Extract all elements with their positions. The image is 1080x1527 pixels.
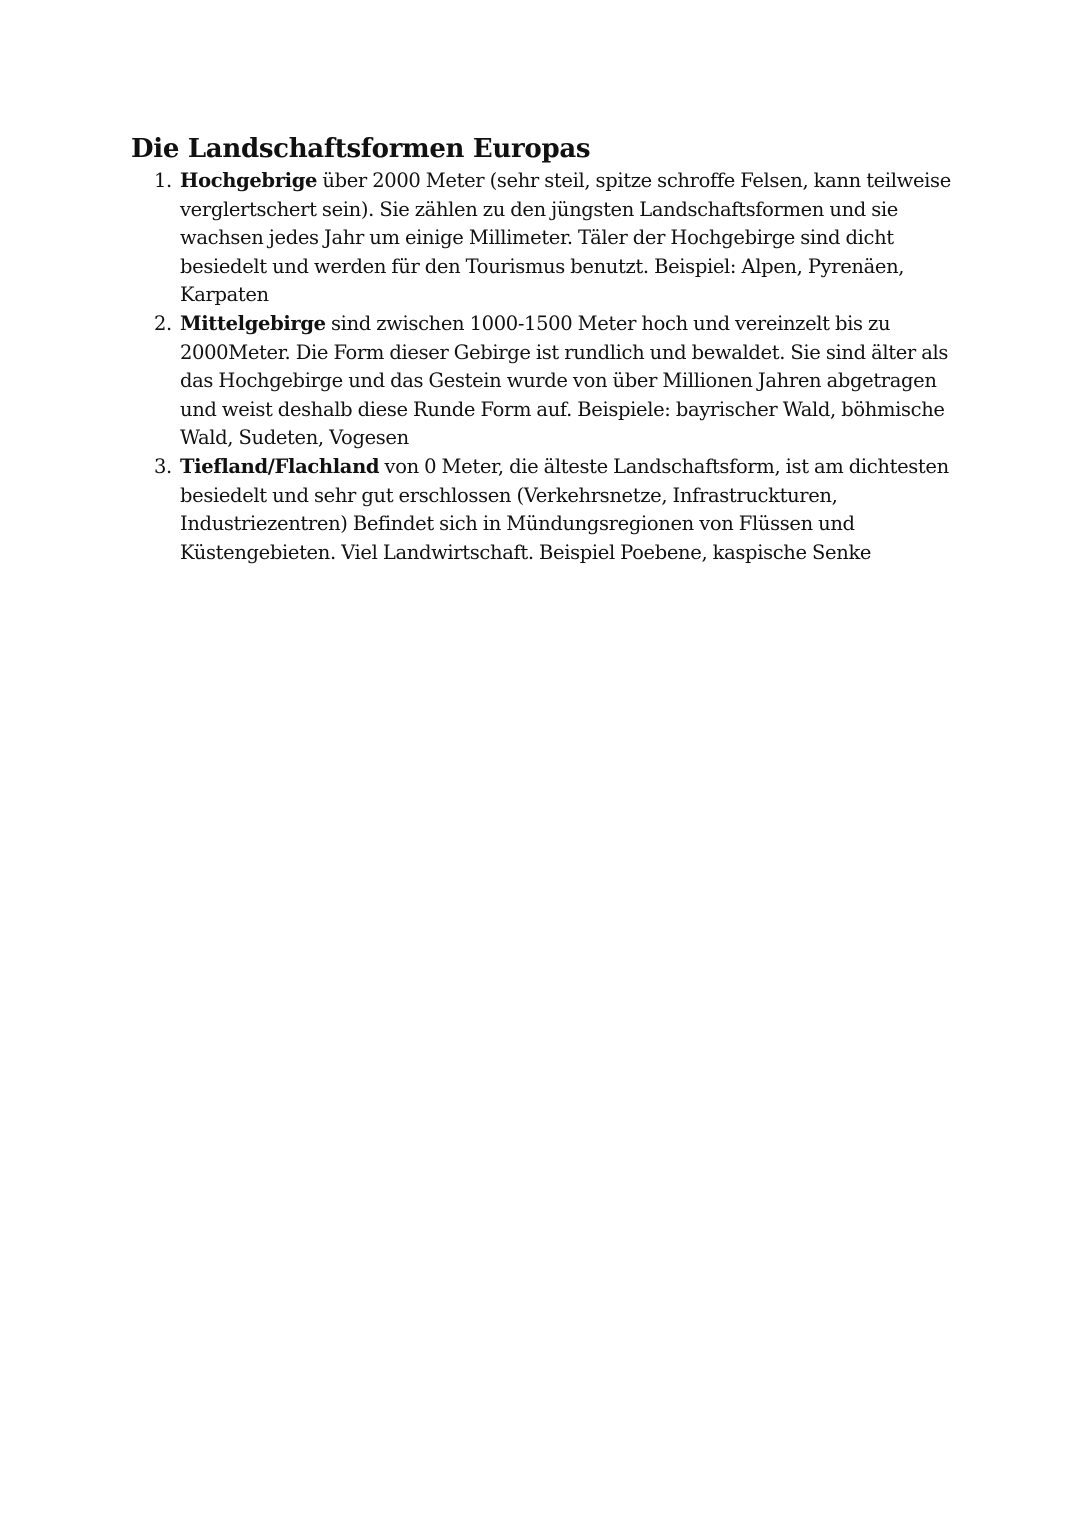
list-item-number: 3. xyxy=(154,454,172,478)
list-item-tiefland xyxy=(131,453,951,567)
landform-list xyxy=(131,167,951,567)
list-item-text: sind zwischen 1000-1500 Meter hoch und vereinzelt bis zu 2000Meter. Die Form dieser Gebirge ist rundlich und bewaldet. Sie sind älter als das Hochgebirge und das Gestein wurde von über Millionen Jahren abgetragen und weist deshalb diese Runde Form auf. Beispiele: bayrischer Wald, böhmische Wald, Sudeten, Vogesen xyxy=(180,311,949,450)
list-item-mittelgebirge xyxy=(131,310,951,453)
document-content xyxy=(131,133,951,567)
document-title: Die Landschaftsformen Europas xyxy=(131,134,591,164)
list-item-hochgebirge xyxy=(131,167,951,310)
list-item-number: 2. xyxy=(154,311,172,335)
list-item-text: über 2000 Meter (sehr steil, spitze schroffe Felsen, kann teilweise verglertschert sein). Sie zählen zu den jüngsten Landschaftsformen und sie wachsen jedes Jahr um einige Millimeter. Täler der Hochgebirge sind dicht besiedelt und werden für den Tourismus benutzt. Beispiel: Alpen, Pyrenäen, Karpaten xyxy=(180,169,951,307)
list-item-text: von 0 Meter, die älteste Landschaftsform, ist am dichtesten besiedelt und sehr gut erschlossen (Verkehrsnetze, Infrastruckturen, Industriezentren) Befindet sich in Mündungsregionen von Flüssen und Küstengebieten. Viel Landwirtschaft. Beispiel Poebene, kaspische Senke xyxy=(180,454,949,564)
list-item-term: Mittelgebirge xyxy=(180,311,326,335)
list-item-term: Hochgebrige xyxy=(180,169,318,192)
list-item-number: 1. xyxy=(154,169,172,192)
list-item-term: Tiefland/Flachland xyxy=(180,454,380,478)
